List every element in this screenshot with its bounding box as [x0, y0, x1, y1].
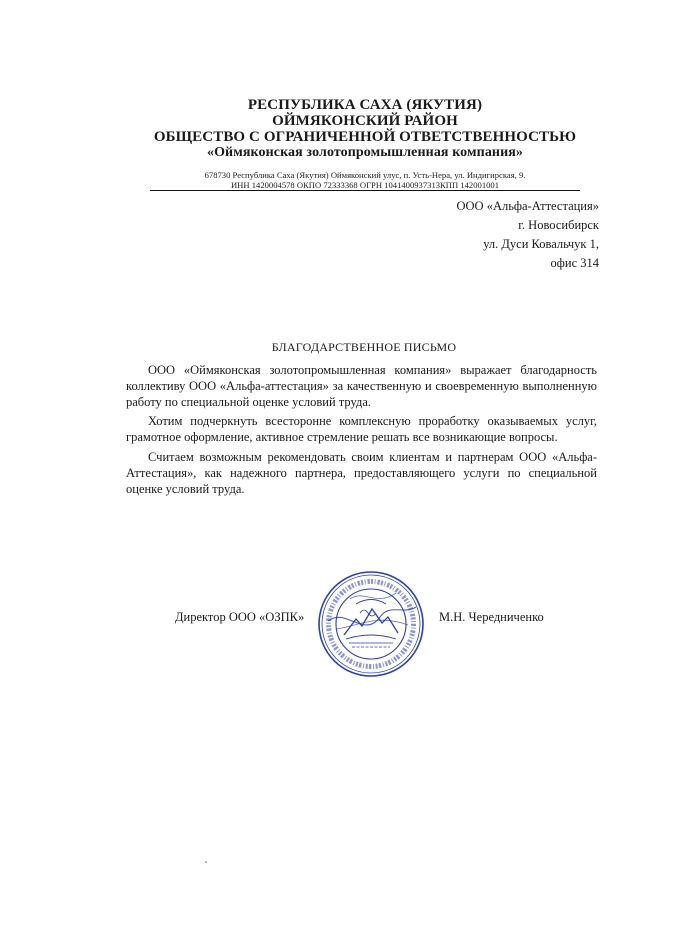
body-paragraph: Считаем возможным рекомендовать своим клиентам и партнерам ООО «Альфа-Аттестация», как надежного партнера, предоставляющего услуги по специальной оценке условий труда. — [126, 449, 597, 496]
signatory-role: Директор ООО «ОЗПК» — [175, 610, 305, 624]
letterhead-district: ОЙМЯКОНСКИЙ РАЙОН — [272, 113, 458, 129]
letterhead-org-type: ОБЩЕСТВО С ОГРАНИЧЕННОЙ ОТВЕТСТВЕННОСТЬЮ — [153, 129, 577, 145]
company-seal-stamp — [316, 569, 426, 679]
letterhead-divider — [150, 190, 580, 191]
letterhead — [150, 97, 580, 161]
requisites-address: 678730 Республика Саха (Якутия) Оймяконский улус, п. Усть-Нера, ул. Индигирская, 9. — [204, 170, 526, 180]
signatory-name: М.Н. Чередниченко — [439, 610, 544, 624]
addressee-office: офис 314 — [550, 256, 599, 270]
requisites-codes: ИНН 1420004578 ОКПО 72333368 ОГРН 1041400937313КПП 142001001 — [230, 180, 500, 190]
body-paragraph: ООО «Оймяконская золотопромышленная компания» выражает благодарность коллективу ООО «Альфа-аттестация» за качественную и своевременную выполненную работу по специальной оценке условий труда. — [126, 363, 597, 409]
letterhead-company-name: «Оймяконская золотопромышленная компания» — [206, 145, 524, 160]
addressee-company: ООО «Альфа-Аттестация» — [456, 199, 599, 213]
addressee-city: г. Новосибирск — [518, 218, 599, 232]
addressee-block — [456, 197, 599, 273]
scan-speck — [205, 861, 207, 863]
letter-body — [126, 363, 597, 497]
body-paragraph: Хотим подчеркнуть всесторонне комплексную проработку оказываемых услуг, грамотное оформление, активное стремление решать все возникающие вопросы. — [126, 414, 597, 445]
letterhead-requisites — [150, 170, 580, 190]
addressee-street: ул. Дуси Ковальчук 1, — [483, 237, 599, 251]
letter-title: БЛАГОДАРСТВЕННОЕ ПИСЬМО — [271, 340, 457, 354]
letterhead-region: РЕСПУБЛИКА САХА (ЯКУТИЯ) — [247, 97, 483, 113]
